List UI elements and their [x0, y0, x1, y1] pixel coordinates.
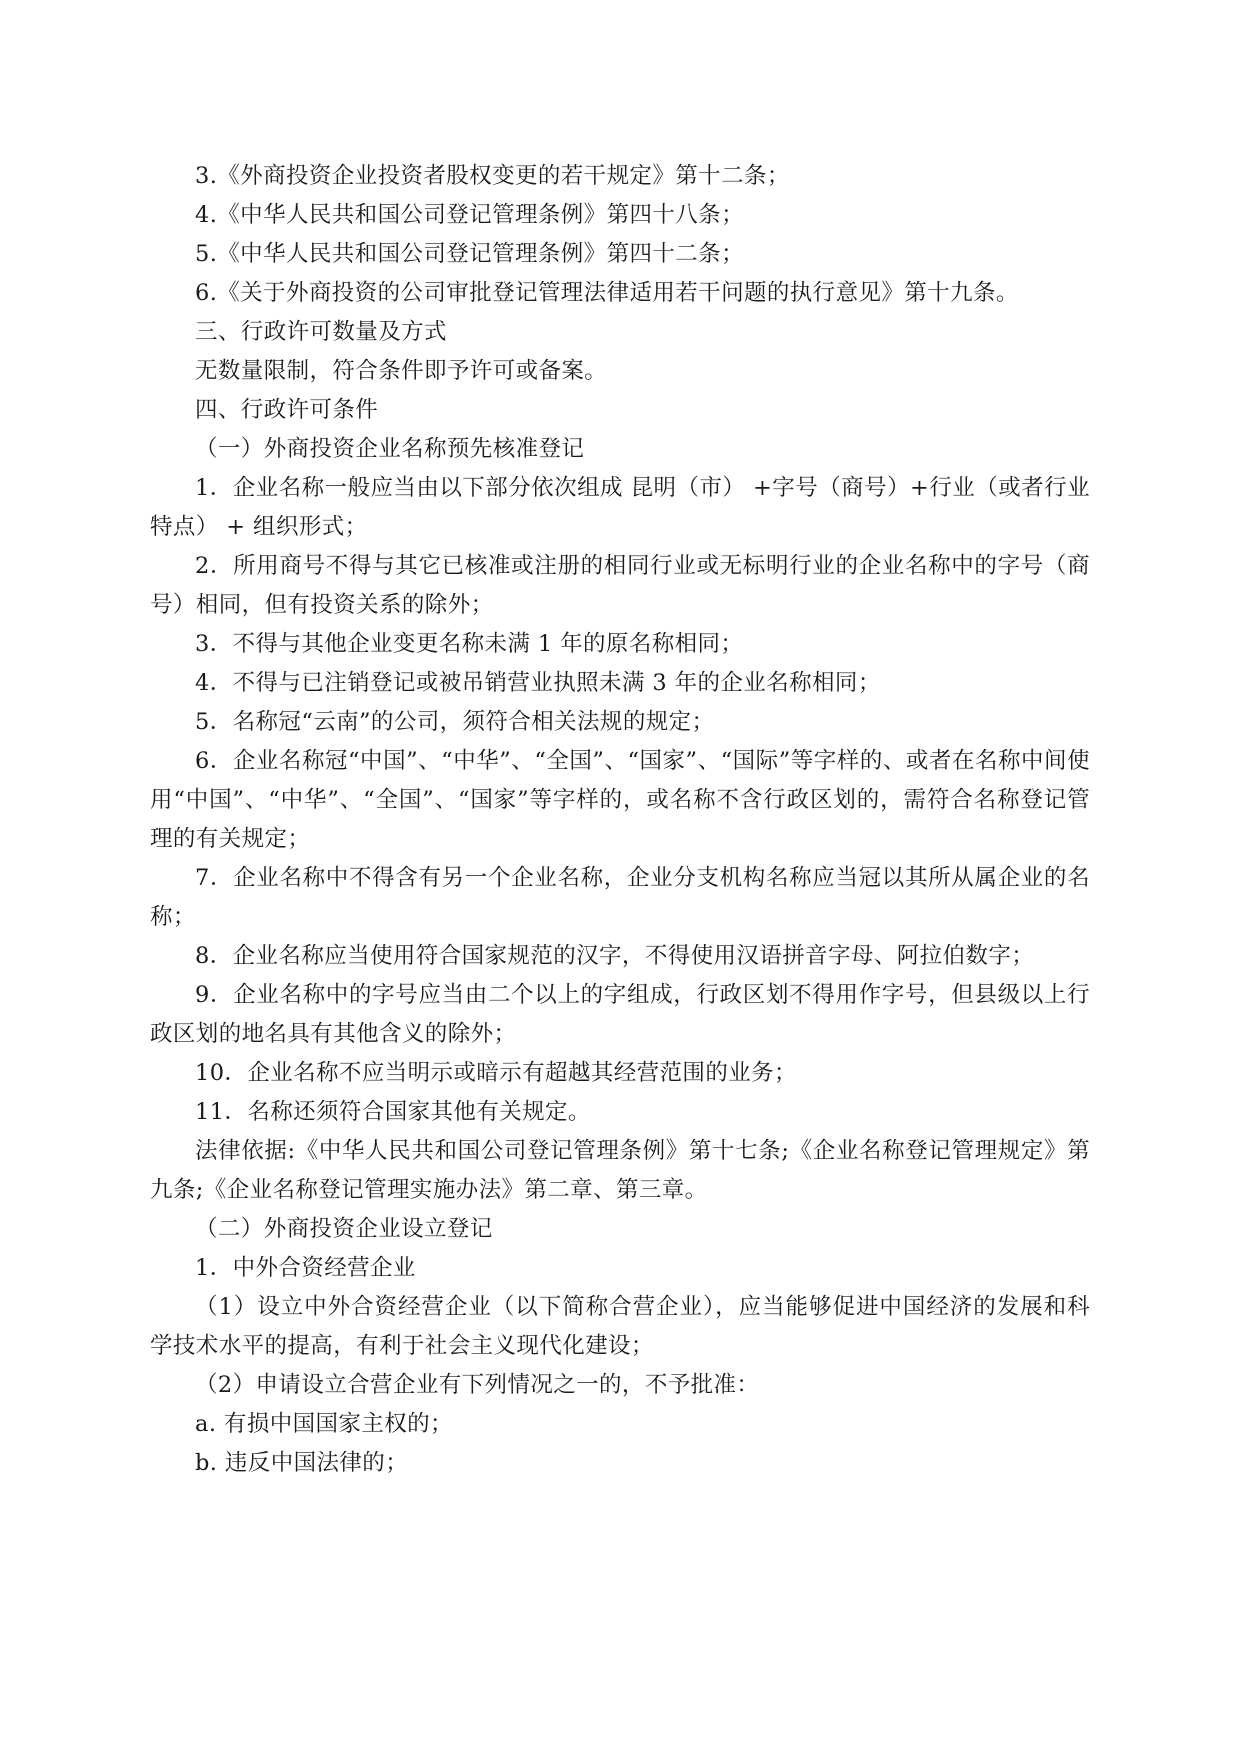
joint-venture-item-2: （2）申请设立合营企业有下列情况之一的，不予批准： [195, 1372, 760, 1398]
paragraph-law-4: 4.《中华人民共和国公司登记管理条例》第四十八条； [195, 202, 744, 228]
condition-item-9: 9．企业名称中的字号应当由二个以上的字组成，行政区划不得用作字号，但县级以上行政区划的地名具有其他含义的除外； [150, 982, 1090, 1047]
subsection-heading-name-approval: （一）外商投资企业名称预先核准登记 [195, 436, 585, 462]
paragraph-quantity: 无数量限制，符合条件即予许可或备案。 [195, 358, 608, 384]
section-heading-conditions: 四、行政许可条件 [195, 397, 379, 423]
condition-item-10: 10．企业名称不应当明示或暗示有超越其经营范围的业务； [195, 1060, 797, 1086]
condition-item-3: 3．不得与其他企业变更名称未满 1 年的原名称相同； [195, 631, 744, 657]
condition-item-1: 1．企业名称一般应当由以下部分依次组成 昆明（市） +字号（商号）+行业（或者行业特点） + 组织形式； [150, 475, 1090, 540]
condition-item-5: 5．名称冠“云南”的公司，须符合相关法规的规定； [195, 709, 715, 735]
condition-item-8: 8．企业名称应当使用符合国家规范的汉字，不得使用汉语拼音字母、阿拉伯数字； [195, 943, 1035, 969]
joint-venture-item-1: （1）设立中外合资经营企业（以下简称合营企业），应当能够促进中国经济的发展和科学技术水平的提高，有利于社会主义现代化建设； [150, 1294, 1090, 1359]
legal-basis: 法律依据:《中华人民共和国公司登记管理条例》第十七条;《企业名称登记管理规定》第九条;《企业名称登记管理实施办法》第二章、第三章。 [150, 1138, 1090, 1203]
paragraph-law-6: 6.《关于外商投资的公司审批登记管理法律适用若干问题的执行意见》第十九条。 [195, 280, 1019, 306]
condition-item-4: 4．不得与已注销登记或被吊销营业执照未满 3 年的企业名称相同； [195, 670, 881, 696]
document-body [150, 157, 1090, 1483]
joint-venture-heading: 1．中外合资经营企业 [195, 1255, 416, 1281]
subsection-heading-establishment: （二）外商投资企业设立登记 [195, 1216, 493, 1242]
joint-venture-subitem-a: a. 有损中国国家主权的； [195, 1411, 453, 1437]
section-heading-quantity: 三、行政许可数量及方式 [195, 319, 447, 345]
condition-item-2: 2．所用商号不得与其它已核准或注册的相同行业或无标明行业的企业名称中的字号（商号）相同，但有投资关系的除外； [150, 553, 1090, 618]
paragraph-law-5: 5.《中华人民共和国公司登记管理条例》第四十二条； [195, 241, 744, 267]
paragraph-law-3: 3.《外商投资企业投资者股权变更的若干规定》第十二条； [195, 163, 790, 189]
condition-item-7: 7．企业名称中不得含有另一个企业名称，企业分支机构名称应当冠以其所从属企业的名称； [150, 865, 1090, 930]
condition-item-6: 6．企业名称冠“中国”、“中华”、“全国”、“国家”、“国际”等字样的、或者在名称中间使用“中国”、“中华”、“全国”、“国家”等字样的，或名称不含行政区划的，需符合名称登记管理的有关规定； [150, 748, 1090, 852]
joint-venture-subitem-b: b. 违反中国法律的； [195, 1450, 409, 1476]
condition-item-11: 11．名称还须符合国家其他有关规定。 [195, 1099, 591, 1125]
